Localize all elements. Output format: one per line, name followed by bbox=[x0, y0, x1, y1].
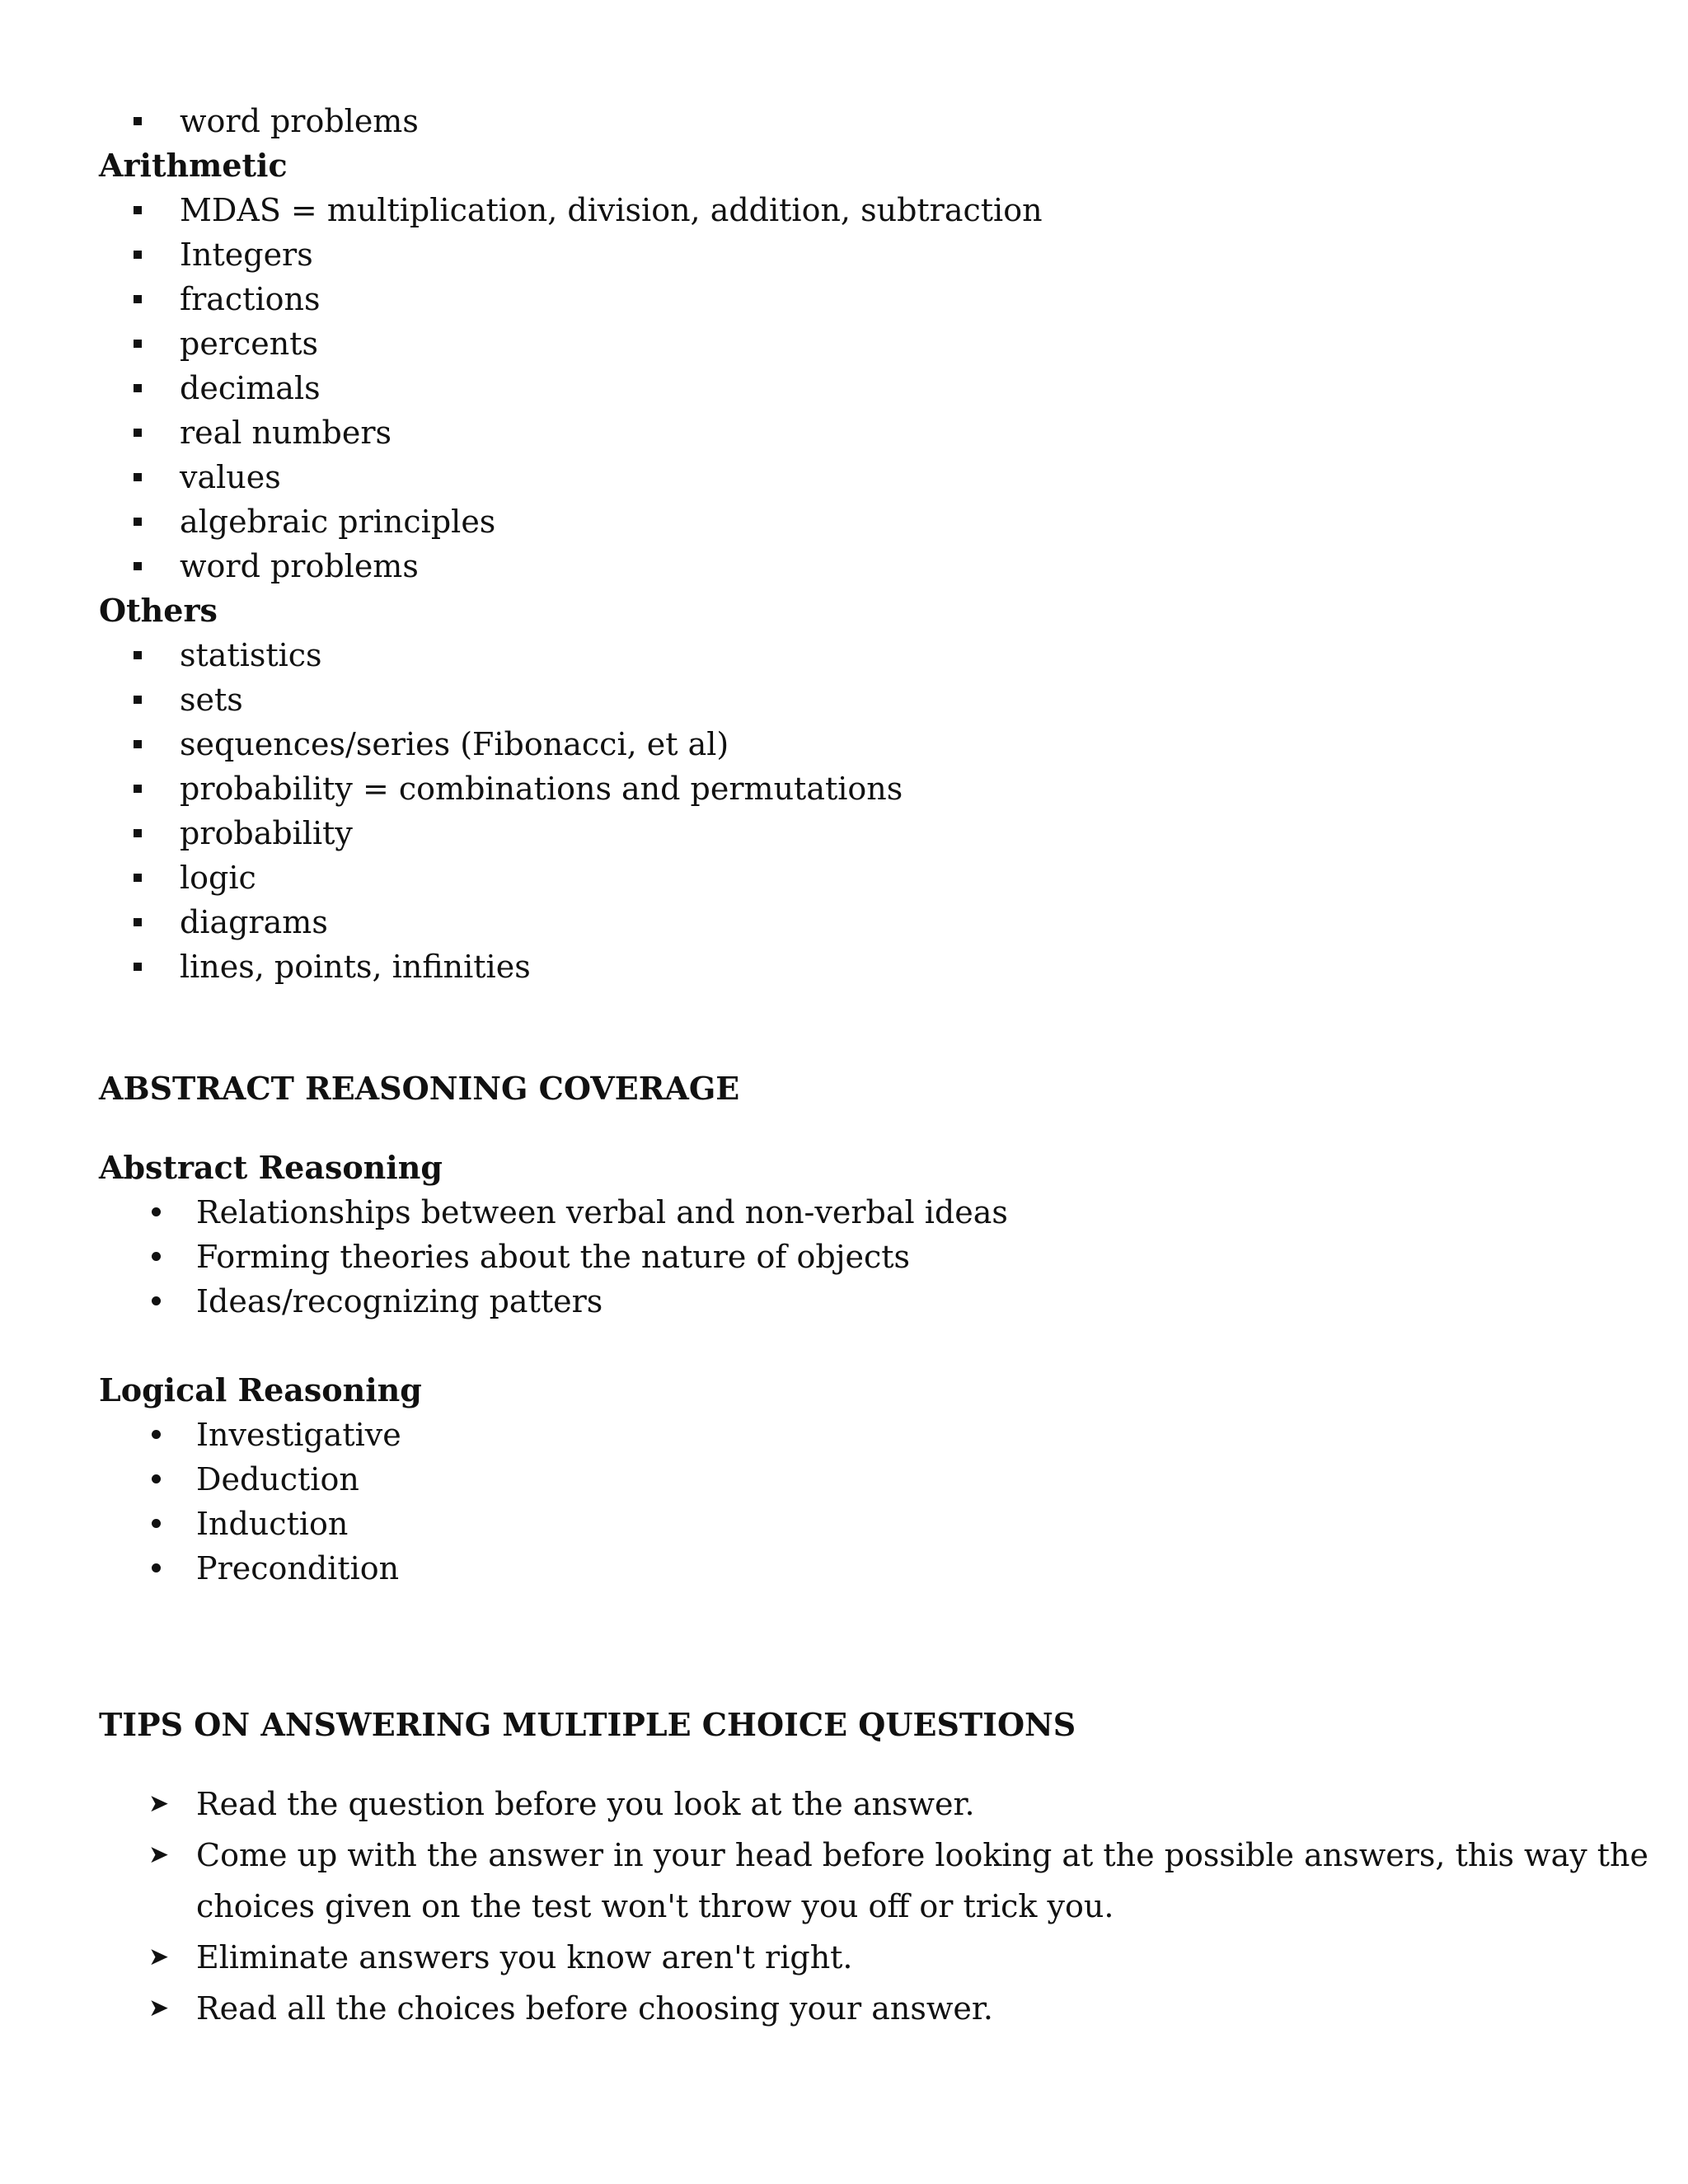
square-bullet-icon bbox=[134, 651, 142, 659]
square-bullet-icon bbox=[134, 117, 142, 125]
tip-item: Eliminate answers you know aren't right. bbox=[196, 1939, 853, 1975]
square-bullet-icon bbox=[134, 963, 142, 971]
square-bullet-icon bbox=[134, 562, 142, 570]
tip-item: Read all the choices before choosing your answer. bbox=[196, 1990, 993, 2027]
list-item: values bbox=[180, 459, 281, 495]
square-bullet-icon bbox=[134, 740, 142, 748]
square-bullet-icon bbox=[134, 295, 142, 303]
square-bullet-icon bbox=[134, 696, 142, 704]
list-item: MDAS = multiplication, division, addition, subtraction bbox=[180, 192, 1043, 228]
arithmetic-heading: Arithmetic bbox=[99, 147, 288, 184]
list-item: word problems bbox=[180, 548, 419, 584]
list-item: logic bbox=[180, 860, 256, 896]
round-bullet-icon bbox=[152, 1519, 161, 1528]
round-bullet-icon bbox=[152, 1296, 161, 1305]
others-heading: Others bbox=[99, 592, 218, 629]
tip-item: Read the question before you look at the answer. bbox=[196, 1786, 975, 1822]
list-item: real numbers bbox=[180, 415, 392, 451]
list-item: word problems bbox=[180, 103, 419, 139]
list-item: sets bbox=[180, 682, 243, 718]
square-bullet-icon bbox=[134, 251, 142, 259]
round-bullet-icon bbox=[152, 1563, 161, 1572]
list-item: probability bbox=[180, 815, 353, 851]
round-bullet-icon bbox=[152, 1430, 161, 1439]
list-item: lines, points, infinities bbox=[180, 949, 531, 985]
arrow-head-icon: ➤ bbox=[148, 1994, 170, 2022]
square-bullet-icon bbox=[134, 429, 142, 437]
square-bullet-icon bbox=[134, 518, 142, 526]
square-bullet-icon bbox=[134, 785, 142, 793]
arrow-head-icon: ➤ bbox=[148, 1943, 170, 1971]
square-bullet-icon bbox=[134, 829, 142, 837]
square-bullet-icon bbox=[134, 206, 142, 214]
round-bullet-icon bbox=[152, 1474, 161, 1483]
list-item: Investigative bbox=[196, 1417, 401, 1453]
arrow-head-icon: ➤ bbox=[148, 1789, 170, 1818]
square-bullet-icon bbox=[134, 473, 142, 481]
list-item: sequences/series (Fibonacci, et al) bbox=[180, 726, 729, 762]
square-bullet-icon bbox=[134, 384, 142, 392]
list-item: Deduction bbox=[196, 1461, 359, 1497]
tip-item: Come up with the answer in your head before looking at the possible answers, this way the bbox=[196, 1837, 1649, 1873]
tip-item-continuation: choices given on the test won't throw you off or trick you. bbox=[196, 1888, 1114, 1924]
square-bullet-icon bbox=[134, 340, 142, 348]
abstract-reasoning-heading: Abstract Reasoning bbox=[99, 1149, 443, 1186]
list-item: statistics bbox=[180, 637, 322, 673]
list-item: Ideas/recognizing patters bbox=[196, 1283, 603, 1319]
section-title-abstract-coverage: ABSTRACT REASONING COVERAGE bbox=[99, 1070, 740, 1107]
list-item: diagrams bbox=[180, 904, 328, 940]
list-item: decimals bbox=[180, 370, 321, 406]
list-item: Precondition bbox=[196, 1550, 400, 1586]
list-item: Induction bbox=[196, 1506, 349, 1542]
list-item: Forming theories about the nature of objects bbox=[196, 1239, 911, 1275]
list-item: Relationships between verbal and non-verbal ideas bbox=[196, 1194, 1008, 1230]
list-item: fractions bbox=[180, 281, 321, 317]
list-item: Integers bbox=[180, 237, 313, 273]
arrow-head-icon: ➤ bbox=[148, 1840, 170, 1869]
square-bullet-icon bbox=[134, 918, 142, 926]
section-title-tips: TIPS ON ANSWERING MULTIPLE CHOICE QUESTIONS bbox=[99, 1706, 1076, 1743]
list-item: probability = combinations and permutations bbox=[180, 771, 903, 807]
square-bullet-icon bbox=[134, 874, 142, 882]
list-item: percents bbox=[180, 326, 318, 362]
logical-reasoning-heading: Logical Reasoning bbox=[99, 1371, 422, 1408]
round-bullet-icon bbox=[152, 1207, 161, 1216]
list-item: algebraic principles bbox=[180, 504, 496, 540]
round-bullet-icon bbox=[152, 1252, 161, 1261]
